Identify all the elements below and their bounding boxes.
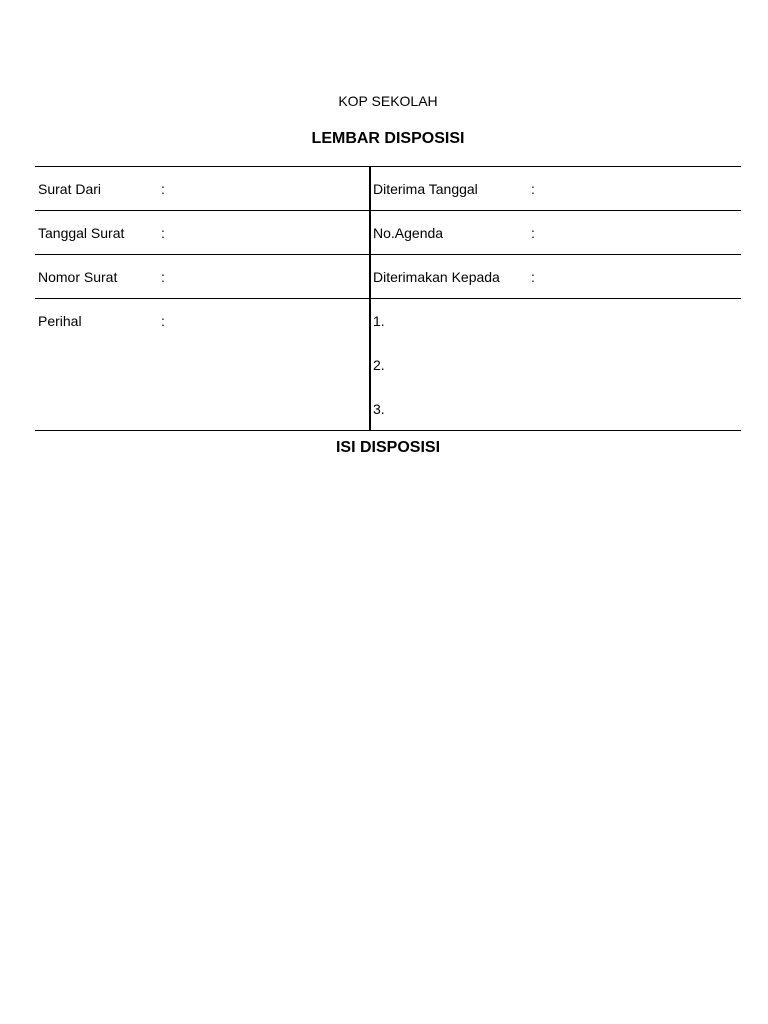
row-divider-2 (35, 254, 741, 255)
field-colon: : (531, 225, 535, 241)
field-label-diterimakan-kepada: Diterimakan Kepada (373, 269, 500, 285)
lembar-disposisi-title: LEMBAR DISPOSISI (311, 130, 465, 147)
field-label-tanggal-surat: Tanggal Surat (38, 225, 125, 241)
field-label-diterima-tanggal: Diterima Tanggal (373, 181, 478, 197)
field-colon: : (161, 269, 165, 285)
row-divider-1 (35, 210, 741, 211)
list-item: 3. (373, 401, 385, 417)
table-border-top (35, 166, 741, 167)
field-label-nomor-surat: Nomor Surat (38, 269, 118, 285)
field-colon: : (531, 181, 535, 197)
list-item: 2. (373, 357, 385, 373)
field-label-no-agenda: No.Agenda (373, 225, 444, 241)
kop-sekolah-heading: KOP SEKOLAH (338, 93, 438, 109)
field-label-surat-dari: Surat Dari (38, 181, 102, 197)
field-colon: : (161, 181, 165, 197)
row-divider-3 (35, 298, 741, 299)
field-colon: : (161, 225, 165, 241)
field-colon: : (531, 269, 535, 285)
field-colon: : (161, 313, 165, 329)
table-border-bottom (35, 430, 741, 431)
field-label-perihal: Perihal (38, 313, 82, 329)
list-item: 1. (373, 313, 385, 329)
isi-disposisi-title: ISI DISPOSISI (335, 439, 441, 456)
column-divider (369, 167, 371, 431)
